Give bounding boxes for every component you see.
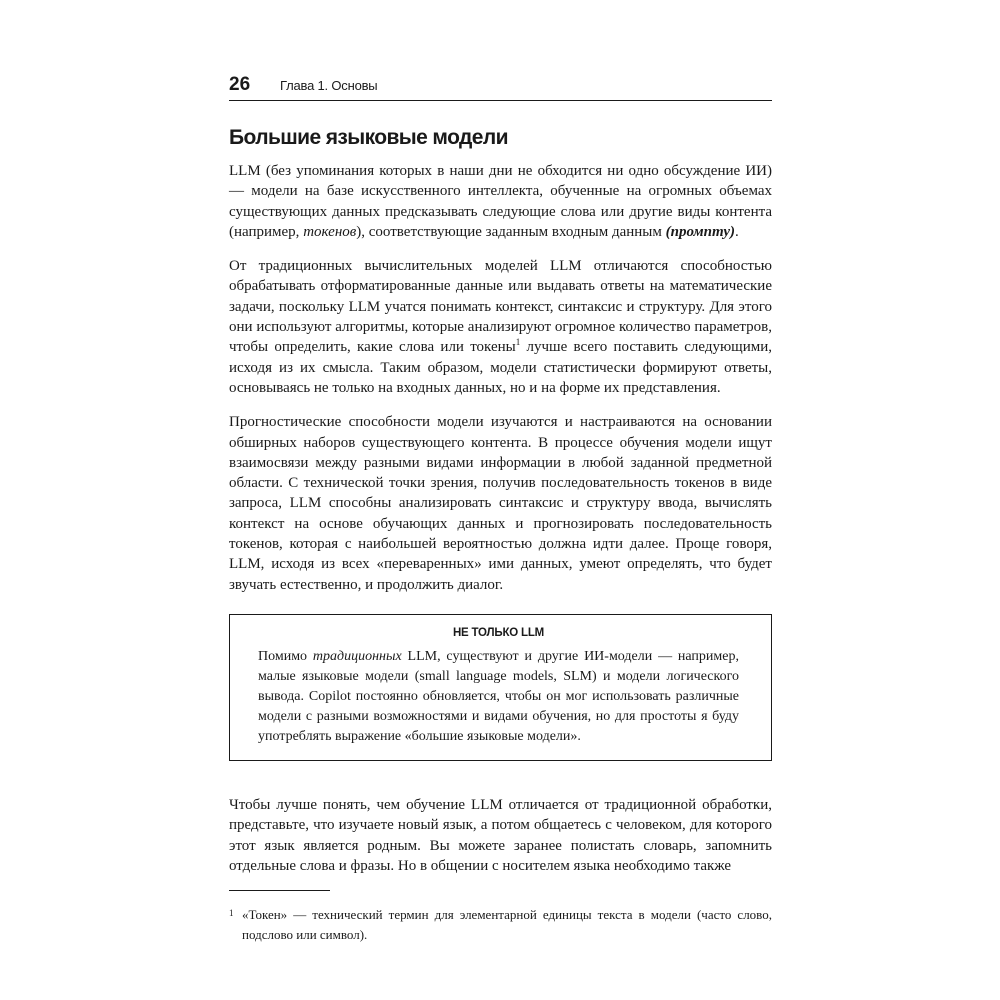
term-prompt: (промпту) xyxy=(665,223,735,240)
sidebar-box xyxy=(229,614,772,761)
paragraph-1-text-c: ), соответствующие заданным входным данным xyxy=(356,223,666,240)
paragraph-2-text-b: лучше всего поставить следующими, исходя из их смысла. Таким образом, модели статистически формируют ответы, основываясь не только на входных данных, но и на форме их представления. xyxy=(229,339,773,396)
paragraph-2-text-a: От традиционных вычислительных моделей LLM отличаются способностью обрабатывать отформатированные данные или выдавать ответы на математические задачи, поскольку LLM учатся понимать контекст, синтаксис и структуру. Для этого они используют алгоритмы, которые анализируют огромное количество параметров, чтобы определить, какие слова или токены xyxy=(229,258,772,356)
term-tokens: токенов xyxy=(303,223,357,240)
sidebar-title: НЕ ТОЛЬКО LLM xyxy=(452,626,545,639)
footnote xyxy=(229,905,772,945)
sidebar-text-a: Помимо xyxy=(258,648,313,664)
sidebar-text-b: LLM, существуют и другие ИИ-модели — например, малые языковые модели (small language models, SLM) и модели логического вывода. Copilot постоянно обновляется, чтобы он мог использовать различные модели с разными возможностями и видами обучения, но для простоты я буду употреблять выражение «большие языковые модели». xyxy=(258,648,739,744)
footnote-ref: 1 xyxy=(515,337,521,348)
paragraph-1 xyxy=(229,161,772,242)
sidebar-text xyxy=(258,647,739,747)
page-header xyxy=(229,66,772,101)
sidebar-emphasis: традиционных xyxy=(312,648,402,664)
paragraph-1-text-a: LLM (без упоминания которых в наши дни не обходится ни одно обсуждение ИИ) — модели на базе искусственного интеллекта, обученные на огромных объемах существующих данных предсказывать следующие слова или другие виды контента (например, xyxy=(229,163,772,240)
footnote-text: «Токен» — технический термин для элементарной единицы текста в модели (часто слово, подслово или символ). xyxy=(242,907,772,943)
running-head: Глава 1. Основы xyxy=(280,78,378,93)
section-title: Большие языковые модели xyxy=(229,126,508,149)
footnote-divider xyxy=(229,890,330,891)
paragraph-4: Чтобы лучше понять, чем обучение LLM отличается от традиционной обработки, представьте, что изучаете новый язык, а потом общаетесь с человеком, для которого этот язык является родным. Вы можете заранее полистать словарь, запомнить отдельные слова и фразы. Но в общении с носителем языка необходимо также xyxy=(229,796,772,874)
footnote-mark: 1 xyxy=(229,908,234,919)
paragraph-1-text-e: . xyxy=(734,223,739,240)
paragraph-3: Прогностические способности модели изучаются и настраиваются на основании обширных наборов существующего контента. В процессе обучения модели ищут взаимосвязи между разными видами информации в любой заданной предметной области. С технической точки зрения, получив последовательность токенов в виде запроса, LLM способны анализировать синтаксис и структуру ввода, вычислять контекст на основе обучающих данных и прогнозировать последовательность токенов, которая с наибольшей вероятностью должна идти далее. Проще говоря, LLM, исходя из всех «переваренных» ими данных, умеют определять, что будет звучать естественно, и продолжить диалог. xyxy=(229,414,772,593)
book-page xyxy=(229,66,772,945)
paragraph-2 xyxy=(229,256,772,398)
page-number: 26 xyxy=(229,74,251,95)
